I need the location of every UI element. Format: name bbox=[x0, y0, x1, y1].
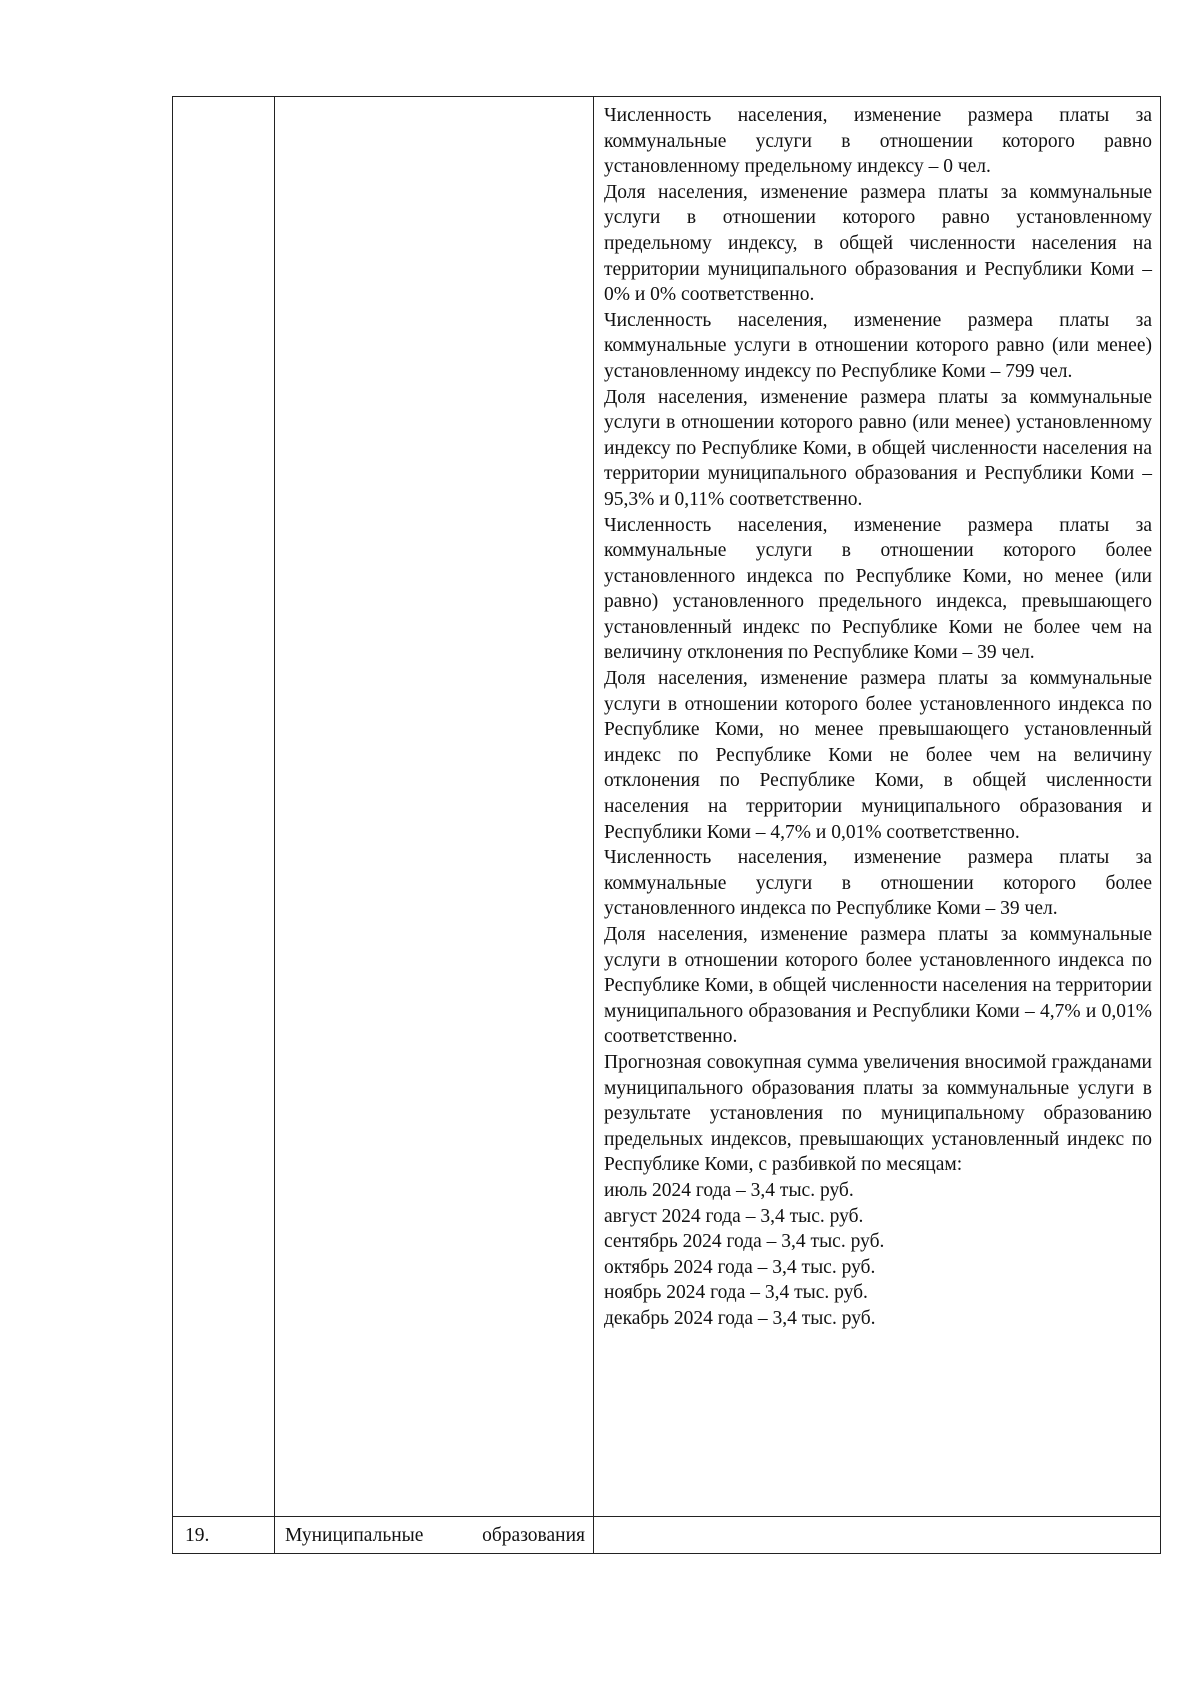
table-row bbox=[173, 1517, 1161, 1554]
municipality-name: Муниципальные образования bbox=[285, 1525, 585, 1546]
month-line: ноябрь 2024 года – 3,4 тыс. руб. bbox=[604, 1282, 868, 1304]
row-number: 19. bbox=[185, 1525, 210, 1546]
paragraph-population-within-deviation: Численность населения, изменение размера платы за коммунальные услуги в отношении которого более установленного индекса по Республике Коми, но менее (или равно) установленного предельного индекса, превышающего установленный индекс по Республике Коми не более чем на величину отклонения по Республике Коми – 39 чел. bbox=[604, 514, 1152, 664]
paragraph-share-below-index: Доля населения, изменение размера платы за коммунальные услуги в отношении которого равно (или менее) установленному индексу по Республике Коми, в общей численности населения на территории муниципального образования и Республики Коми – 95,3% и 0,11% соответственно. bbox=[604, 386, 1152, 510]
row-number bbox=[173, 97, 274, 103]
paragraph-population-below-index: Численность населения, изменение размера платы за коммунальные услуги в отношении которого равно (или менее) установленному индексу по Республике Коми – 799 чел. bbox=[604, 309, 1152, 382]
month-line: сентябрь 2024 года – 3,4 тыс. руб. bbox=[604, 1231, 885, 1253]
paragraph-population-above-index: Численность населения, изменение размера платы за коммунальные услуги в отношении которого более установленного индекса по Республике Коми – 39 чел. bbox=[604, 847, 1152, 920]
description-cell bbox=[594, 97, 1161, 1517]
municipality-cell bbox=[275, 1517, 594, 1554]
description-cell bbox=[594, 1517, 1161, 1554]
month-line: октябрь 2024 года – 3,4 тыс. руб. bbox=[604, 1256, 876, 1278]
indices-table bbox=[172, 96, 1161, 1554]
row-number-cell bbox=[173, 1517, 275, 1554]
description-text bbox=[594, 97, 1160, 1334]
month-line: август 2024 года – 3,4 тыс. руб. bbox=[604, 1205, 864, 1227]
table-row bbox=[173, 97, 1161, 1517]
municipality-name bbox=[275, 97, 593, 103]
paragraph-share-equal-limit: Доля населения, изменение размера платы за коммунальные услуги в отношении которого равно установленному предельному индексу, в общей численности населения на территории муниципального образования и Республики Коми – 0% и 0% соответственно. bbox=[604, 181, 1152, 306]
paragraph-forecast-sum: Прогнозная совокупная сумма увеличения вносимой гражданами муниципального образования платы за коммунальные услуги в результате установления по муниципальному образованию предельных индексов, превышающих установленный индекс по Республике Коми, с разбивкой по месяцам: bbox=[604, 1051, 1152, 1176]
paragraph-population-equal-limit: Численность населения, изменение размера платы за коммунальные услуги в отношении которого равно установленному предельному индексу – 0 чел. bbox=[604, 105, 1152, 178]
row-number-cell bbox=[173, 97, 275, 1517]
month-line: декабрь 2024 года – 3,4 тыс. руб. bbox=[604, 1307, 876, 1329]
municipality-cell bbox=[275, 97, 594, 1517]
paragraph-share-above-index: Доля населения, изменение размера платы за коммунальные услуги в отношении которого более установленного индекса по Республике Коми, в общей численности населения на территории муниципального образования и Республики Коми – 4,7% и 0,01% соответственно. bbox=[604, 924, 1152, 1048]
month-line: июль 2024 года – 3,4 тыс. руб. bbox=[604, 1179, 854, 1201]
paragraph-share-within-deviation: Доля населения, изменение размера платы за коммунальные услуги в отношении которого более установленного индекса по Республике Коми, но менее превышающего установленный индекс по Республике Коми не более чем на величину отклонения по Республике Коми, в общей численности населения на территории муниципального образования и Республики Коми – 4,7% и 0,01% соответственно. bbox=[604, 668, 1152, 843]
